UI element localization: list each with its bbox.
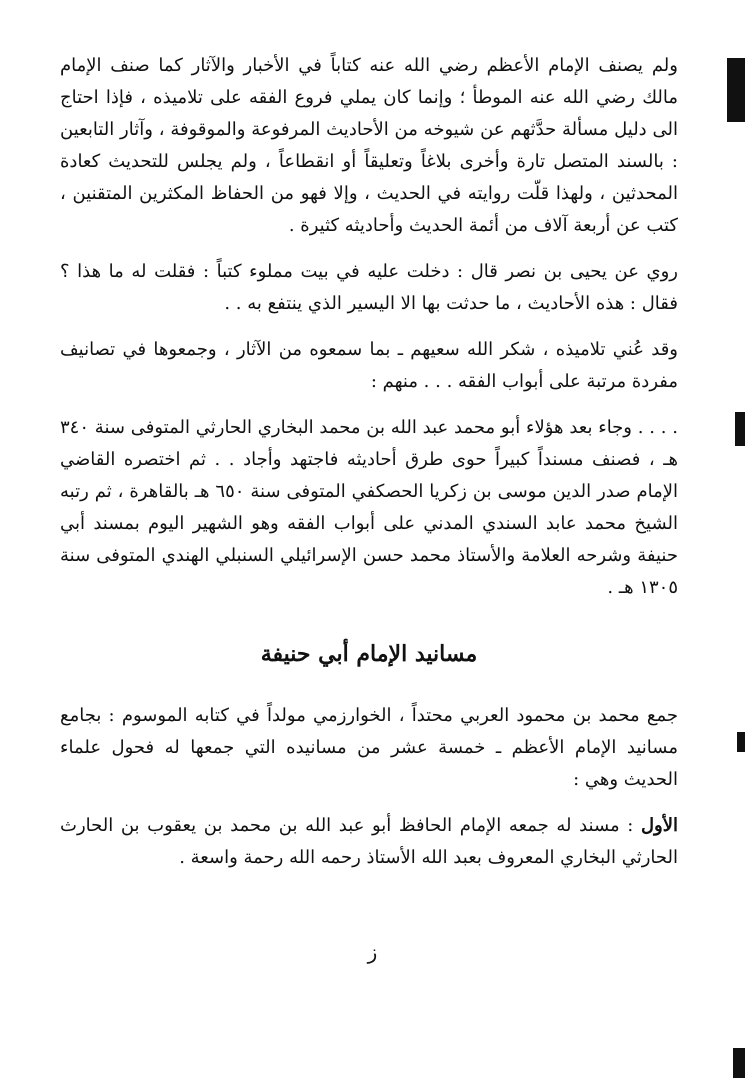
edge-mark-lower	[737, 732, 745, 752]
page-body	[60, 50, 678, 874]
first-musnad-text: : مسند له جمعه الإمام الحافظ أبو عبد الله بن محمد بن يعقوب بن الحارث الحارثي البخاري المعروف بعبد الله الأستاذ رحمه الله رحمة واسعة .	[60, 815, 678, 868]
paragraph-khwarizmi: جمع محمد بن محمود العربي محتداً ، الخوارزمي مولداً في كتابه الموسوم : بجامع مسانيد الإمام الأعظم ـ خمسة عشر من مسانيده التي جمعها له فحول علماء الحديث وهي :	[60, 705, 678, 790]
edge-mark-top	[727, 58, 745, 122]
edge-mark-bottom	[733, 1048, 745, 1078]
first-label: الأول	[640, 815, 678, 836]
paragraph-harithi: . . . . وجاء بعد هؤلاء أبو محمد عبد الله بن محمد البخاري الحارثي المتوفى سنة ٣٤٠ هـ ، فصنف مسنداً كبيراً حوى طرق أحاديثه فاجتهد وأجاد . . ثم اختصره القاضي الإمام صدر الدين موسى بن زكريا الحصكفي المتوفى سنة ٦٥٠ هـ بالقاهرة ، ثم رتبه الشيخ محمد عابد السندي المدني على أبواب الفقه وهو الشهير اليوم بمسند أبي حنيفة وشرحه العلامة والأستاذ محمد حسن الإسرائيلي السنبلي الهندي المتوفى سنة ١٣٠٥ هـ .	[60, 417, 678, 598]
paragraph-intro: ولم يصنف الإمام الأعظم رضي الله عنه كتاباً في الأخبار والآثار كما صنف الإمام مالك رضي الله عنه الموطأ ؛ وإنما كان يملي فروع الفقه على تلاميذه ، فإذا احتاج الى دليل مسألة حدَّثهم عن شيوخه من الأحاديث المرفوعة والموقوفة ، وآثار التابعين : بالسند المتصل تارة وأخرى بلاغاً وتعليقاً أو انقطاعاً ، ولم يجلس للتحديث كعادة المحدثين ، ولهذا قلّت روايته في الحديث ، وإلا فهو من الحفاظ المكثرين المتقنين ، كتب عن أربعة آلاف من أئمة الحديث وأحاديثه كثيرة .	[60, 55, 678, 236]
section-heading: مسانيد الإمام أبي حنيفة	[260, 641, 478, 667]
page-marker: ز	[367, 940, 378, 964]
paragraph-first-musnad	[60, 810, 678, 874]
paragraph-yahya: روي عن يحيى بن نصر قال : دخلت عليه في بيت مملوء كتباً : فقلت له ما هذا ؟ فقال : هذه الأحاديث ، ما حدثت بها الا اليسير الذي ينتفع به . .	[60, 261, 678, 314]
edge-mark-middle	[735, 412, 745, 446]
paragraph-students: وقد عُني تلاميذه ، شكر الله سعيهم ـ بما سمعوه من الآثار ، وجمعوها في تصانيف مفردة مرتبة على أبواب الفقه . . . منهم :	[60, 339, 678, 392]
